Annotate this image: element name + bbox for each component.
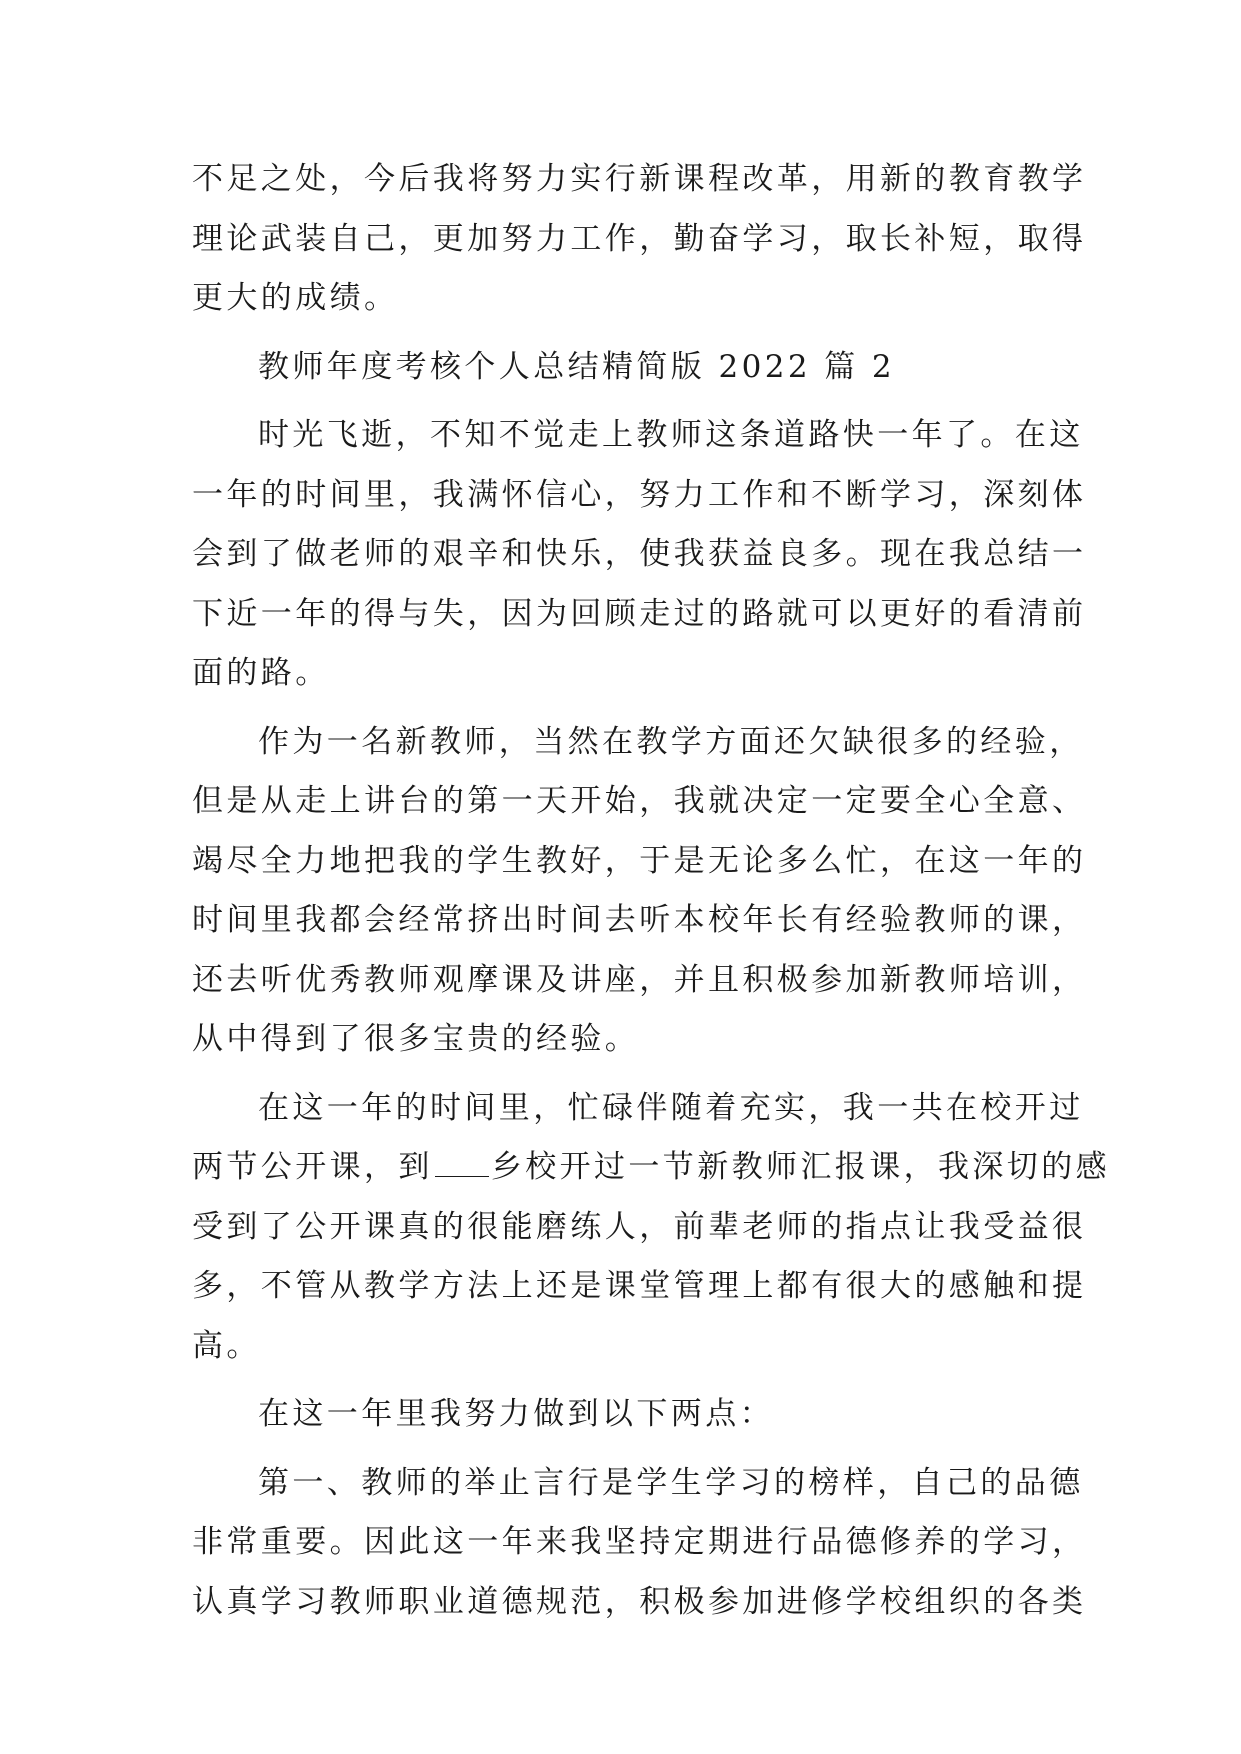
text-line: 下近一年的得与失，因为回顾走过的路就可以更好的看清前	[192, 595, 1087, 632]
text-line: 理论武装自己，更加努力工作，勤奋学习，取长补短，取得	[192, 220, 1087, 257]
text-segment: 两节公开课，到	[192, 1149, 433, 1185]
text-line: 但是从走上讲台的第一天开始，我就决定一定要全心全意、	[192, 783, 1087, 819]
text-line: 高。	[192, 1327, 261, 1364]
text-line: 受到了公开课真的很能磨练人，前辈老师的指点让我受益很	[192, 1208, 1087, 1245]
text-line: 认真学习教师职业道德规范，积极参加进修学校组织的各类	[192, 1583, 1087, 1620]
paragraph	[192, 1454, 1087, 1633]
text-line: 还去听优秀教师观摩课及讲座，并且积极参加新教师培训，	[192, 961, 1087, 998]
heading-text: 教师年度考核个人总结精简版 2022 篇 2	[258, 348, 895, 385]
text-line: 在这一年里我努力做到以下两点：	[258, 1396, 774, 1432]
text-line	[192, 1138, 1111, 1198]
text-line: 更大的成绩。	[192, 280, 399, 316]
paragraph	[192, 150, 1087, 329]
text-line: 非常重要。因此这一年来我坚持定期进行品德修养的学习，	[192, 1524, 1087, 1560]
section-heading	[192, 338, 1052, 398]
text-line: 作为一名新教师，当然在教学方面还欠缺很多的经验，	[258, 723, 1084, 760]
fill-in-blank	[435, 1152, 489, 1177]
text-line: 时间里我都会经常挤出时间去听本校年长有经验教师的课，	[192, 902, 1087, 938]
text-segment: 乡校开过一节新教师汇报课，我深切的感	[490, 1149, 1111, 1185]
text-line: 面的路。	[192, 655, 330, 691]
text-line: 时光飞逝，不知不觉走上教师这条道路快一年了。在这	[258, 417, 1084, 453]
text-line: 第一、教师的举止言行是学生学习的榜样，自己的品德	[258, 1464, 1084, 1501]
text-line: 多，不管从教学方法上还是课堂管理上都有很大的感触和提	[192, 1268, 1087, 1304]
text-line: 从中得到了很多宝贵的经验。	[192, 1021, 640, 1057]
paragraph	[192, 1079, 1111, 1377]
text-line: 在这一年的时间里，忙碌伴随着充实，我一共在校开过	[258, 1089, 1084, 1126]
paragraph	[192, 713, 1087, 1070]
paragraph	[192, 1385, 1052, 1445]
paragraph	[192, 406, 1087, 704]
text-line: 会到了做老师的艰辛和快乐，使我获益良多。现在我总结一	[192, 536, 1087, 572]
text-line: 一年的时间里，我满怀信心，努力工作和不断学习，深刻体	[192, 476, 1087, 513]
text-line: 不足之处，今后我将努力实行新课程改革，用新的教育教学	[192, 161, 1087, 197]
text-line: 竭尽全力地把我的学生教好，于是无论多么忙，在这一年的	[192, 842, 1087, 879]
document-body	[192, 150, 1111, 1632]
